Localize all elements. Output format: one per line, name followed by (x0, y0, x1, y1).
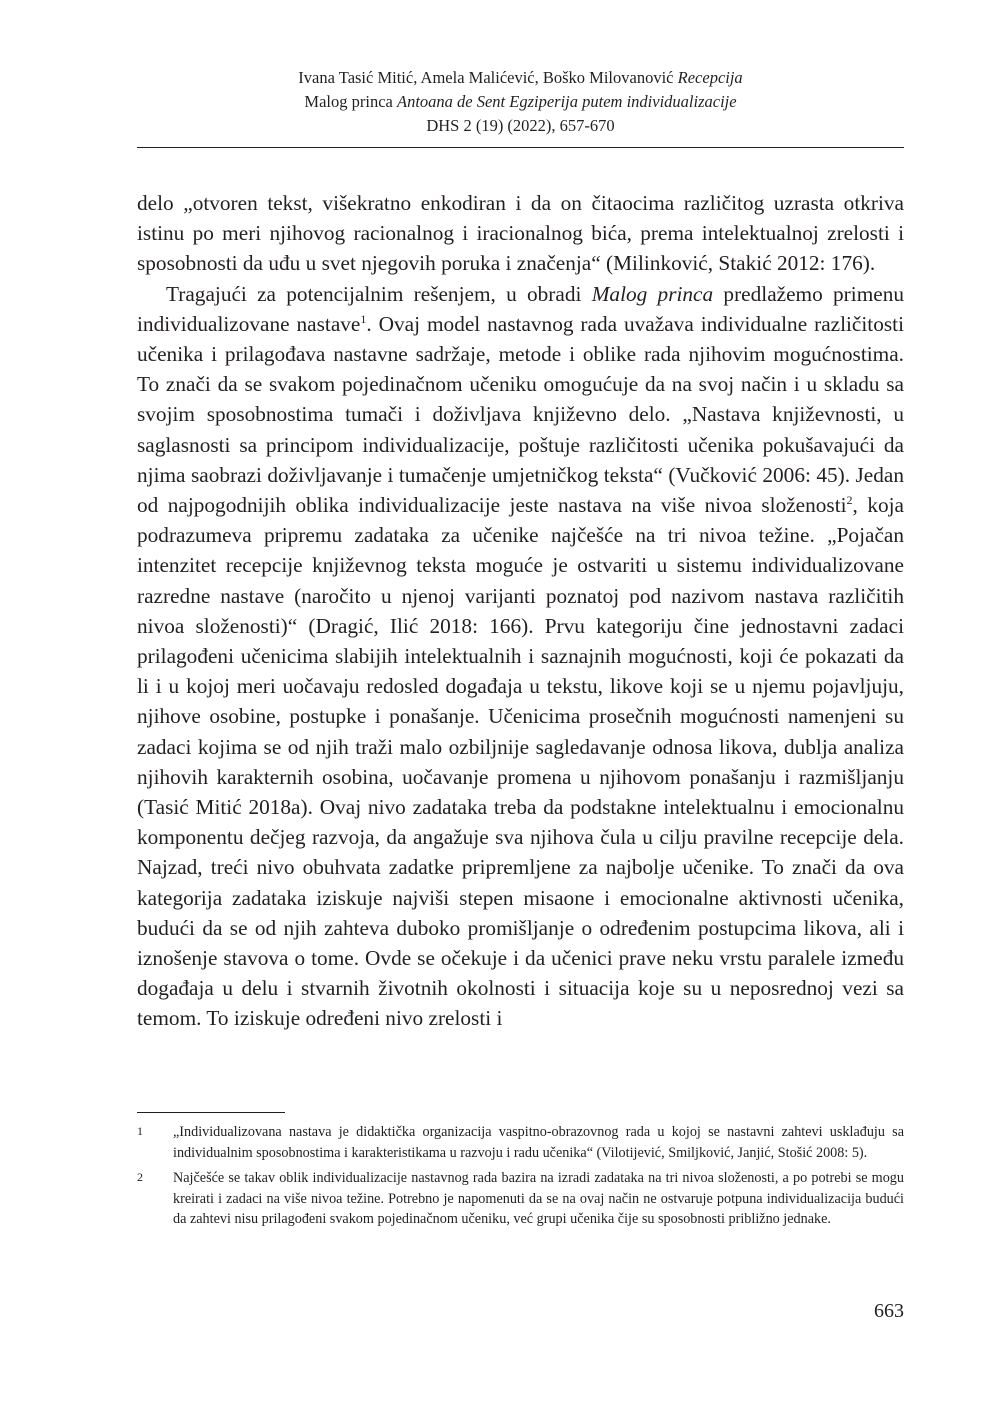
footnotes (137, 1122, 904, 1235)
running-header (137, 66, 904, 138)
header-title-part2: Antoana de Sent Egziperija putem individualizacije (396, 92, 737, 111)
header-title-plain: Malog princa (304, 92, 397, 111)
paragraph-2 (137, 279, 904, 1034)
footnote-1-text: „Individualizovana nastava je didaktička organizacija vaspitno-obrazovnog rada u kojoj se nastavni zahtevi usklađuju sa individualnim sposobnostima i karakteristikama u razvoju i radu učenika“ (Vilotijević, Smiljković, Janjić, Stošić 2008: 5). (173, 1124, 904, 1161)
footnote-ref-1[interactable]: 1 (360, 311, 367, 326)
header-title-line (137, 90, 904, 114)
footnote-separator (137, 1112, 285, 1113)
paragraph-2-part-d: , koja podrazumeva pripremu zadataka za učenike najčešće na tri nivoa težine. „Pojačan intenzitet recepcije književnog teksta moguće je ostvariti u sistemu individualizovane razredne nastave (naročito u njenoj varijanti poznatoj pod nazivom nastava različitih nivoa složenosti)“ (Dragić, Ilić 2018: 166). Prvu kategoriju čine jednostavni zadaci prilagođeni učenicima slabijih intelektualnih i saznajnih mogućnosti, koji će pokazati da li i u kojoj meri uočavaju redosled događaja u tekstu, likove koji se u njemu pojavljuju, njihove osobine, postupke i ponašanje. Učenicima prosečnih mogućnosti namenjeni su zadaci kojima se od njih traži malo ozbiljnije sagledavanje odnosa likova, dublja analiza njihovih karakternih osobina, uočavanje promena u njihovom ponašanju i razmišljanju (Tasić Mitić 2018a). Ovaj nivo zadataka treba da podstakne intelektualnu i emocionalnu komponentu dečjeg razvoja, da angažuje sva njihova čula u cilju pravilne recepcije dela. Najzad, treći nivo obuhvata zadatke pripremljene za najbolje učenike. To znači da ova kategorija zadataka iziskuje najviši stepen misaone i emocionalne aktivnosti učenika, budući da se od njih zahteva duboko promišljanje o određenim postupcima likova, ali i iznošenje stavova o tome. Ovde se očekuje i da učenici prave neku vrstu paralele između događaja u delu i stvarnih životnih okolnosti i situacija koje su u neposrednoj vezi sa temom. To iziskuje određeni nivo zrelosti i (137, 493, 904, 1031)
header-citation: DHS 2 (19) (2022), 657-670 (426, 116, 615, 135)
body-text (137, 188, 904, 1034)
footnote-1-number: 1 (137, 1124, 143, 1138)
footnote-ref-2[interactable]: 2 (846, 493, 853, 508)
footnote-2-text: Najčešće se takav oblik individualizacije nastavnog rada bazira na izradi zadataka na tri nivoa složenosti, a po potrebi se mogu kreirati i zadaci na više nivoa težine. Potrebno je napomenuti da se na ovaj način ne ostvaruje potpuna individualizacija budući da zahtevi nisu prilagođeni svakom pojedinačnom učeniku, već grupi učenika čije su sposobnosti približno jednake. (173, 1170, 904, 1228)
paragraph-2-part-c: . Ovaj model nastavnog rada uvažava individualne različitosti učenika i prilagođava nastavne sadržaje, metode i oblike rada njihovim mogućnostima. To znači da se svakom pojedinačnom učeniku omogućuje da na svoj način i u skladu sa svojim sposobnostima tumači i doživljava književno delo. „Nastava književnosti, u saglasnosti sa principom individualizacije, poštuje različitosti učenika pokušavajući da njima saobrazi doživljavanje i tumačenje umjetničkog teksta“ (Vučković 2006: 45). Jedan od najpogodnijih oblika individualizacije jeste nastava na više nivoa složenosti (137, 311, 904, 518)
header-rule (137, 147, 904, 148)
header-authors-line (137, 66, 904, 90)
paragraph-1: delo „otvoren tekst, višekratno enkodiran i da on čitaocima različitog uzrasta otkriva istinu po meri njihovog racionalnog i iracionalnog bića, prema intelektualnoj zrelosti i sposobnosti da uđu u svet njegovih poruka i značenja“ (Milinković, Stakić 2012: 176). (137, 191, 904, 276)
paragraph-2-part-a: Tragajući za potencijalnim rešenjem, u obradi (166, 281, 592, 306)
footnote-2-number: 2 (137, 1170, 143, 1185)
paragraph-2-part-b: predlažemo primenu individualizovane nastave (137, 281, 905, 336)
footnote-2 (137, 1168, 904, 1230)
header-authors: Ivana Tasić Mitić, Amela Malićević, Boško Milovanović (298, 68, 678, 87)
footnote-1 (137, 1122, 904, 1163)
page-number: 663 (874, 1300, 904, 1322)
book-title-italic: Malog princa (591, 281, 714, 306)
header-title-part1: Recepcija (677, 68, 743, 87)
